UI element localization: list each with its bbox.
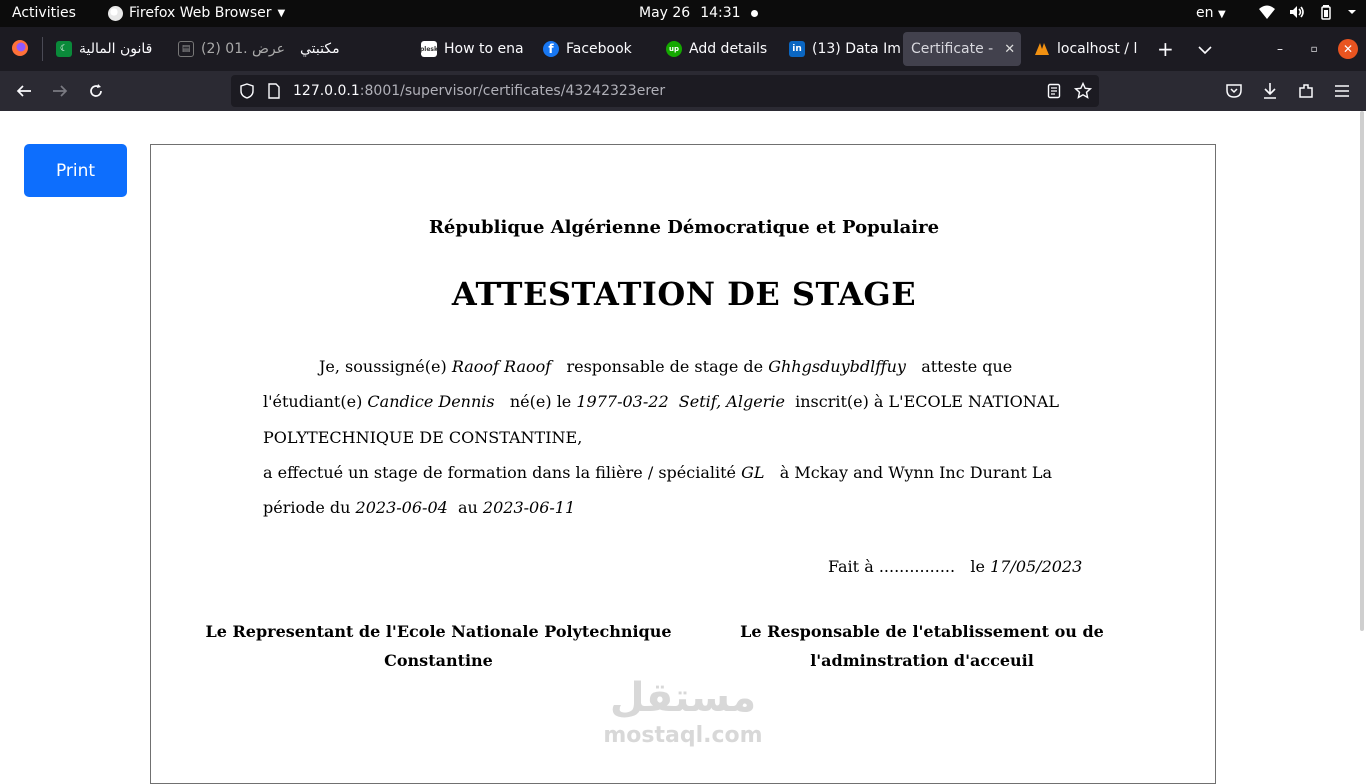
- upwork-icon: up: [666, 41, 682, 57]
- page-info-icon[interactable]: [267, 83, 281, 103]
- mostaql-watermark: مستقل mostaql.com: [603, 675, 763, 748]
- system-tray[interactable]: [1258, 4, 1358, 20]
- fait-line: Fait à ............... le 17/05/2023: [828, 557, 1083, 576]
- tab-label: Facebook: [566, 41, 632, 57]
- end-date: 2023-06-11: [482, 498, 576, 518]
- body-line-5: période du 2023-06-04 au 2023-06-11: [263, 498, 576, 518]
- print-button[interactable]: Print: [24, 144, 127, 197]
- tab-label: How to ena: [444, 41, 524, 57]
- tab-label: (13) Data Im: [812, 41, 901, 57]
- page-scrollbar[interactable]: [1360, 111, 1364, 631]
- language-selector[interactable]: [1196, 5, 1226, 21]
- tab-linkedin[interactable]: [781, 32, 901, 66]
- firefox-view-icon[interactable]: [11, 39, 29, 61]
- caret-down-icon: ▼: [277, 7, 286, 19]
- pocket-icon[interactable]: [1224, 81, 1244, 101]
- phpmyadmin-icon: [1034, 41, 1050, 57]
- tab-label: localhost / l: [1057, 41, 1138, 57]
- document-icon: ▤: [178, 41, 194, 57]
- clock-date: May 26: [639, 5, 691, 21]
- body-line-3: POLYTECHNIQUE DE CONSTANTINE,: [263, 427, 583, 447]
- url-text: [293, 83, 665, 99]
- issue-date: 17/05/2023: [990, 557, 1083, 576]
- back-arrow-icon[interactable]: [14, 81, 34, 101]
- supervisor-name: Raoof Raoof: [451, 357, 552, 376]
- tab-ard[interactable]: [170, 32, 288, 66]
- hamburger-menu-icon[interactable]: [1332, 81, 1352, 101]
- notification-dot-icon: [751, 10, 758, 17]
- tab-label: Certificate -: [911, 41, 994, 57]
- tab-qanun-maliya[interactable]: [48, 32, 162, 66]
- downloads-icon[interactable]: [1260, 81, 1280, 101]
- app-name: Firefox Web Browser: [129, 5, 272, 21]
- signature-school-representative: Le Representant de l'Ecole Nationale Polytechnique Constantine: [205, 622, 672, 670]
- volume-icon: [1288, 4, 1306, 20]
- forward-arrow-icon[interactable]: [50, 81, 70, 101]
- battery-icon: [1318, 4, 1334, 20]
- signature-host-responsible: Le Responsable de l'etablissement ou de l'adminstration d'acceuil: [740, 622, 1104, 670]
- linkedin-icon: in: [789, 41, 805, 57]
- url-bar[interactable]: [231, 75, 1099, 107]
- minimize-window-icon[interactable]: –: [1277, 42, 1283, 56]
- certificate-title: ATTESTATION DE STAGE: [451, 275, 917, 313]
- url-host: 127.0.0.1: [293, 83, 360, 99]
- speciality: GL: [741, 462, 765, 482]
- maximize-window-icon[interactable]: ▫: [1310, 43, 1318, 55]
- tab-label: Add details: [689, 41, 768, 57]
- birth-date: 1977-03-22: [576, 392, 669, 412]
- start-date: 2023-06-04: [355, 498, 448, 518]
- facebook-icon: f: [543, 41, 559, 57]
- power-menu-caret-icon: [1346, 4, 1358, 20]
- reload-icon[interactable]: [86, 81, 106, 101]
- tab-facebook[interactable]: [535, 32, 645, 66]
- algeria-flag-icon: ☾: [56, 41, 72, 57]
- tab-divider: [42, 37, 43, 61]
- firefox-mini-icon: [108, 6, 123, 21]
- company-name: Ghhgsduybdlffuy: [768, 357, 906, 376]
- navigation-bar: [0, 71, 1366, 111]
- student-name: Candice Dennis: [367, 392, 495, 412]
- new-tab-plus-icon[interactable]: +: [1157, 37, 1174, 61]
- tab-localhost[interactable]: [1026, 32, 1140, 66]
- bookmark-star-icon[interactable]: [1074, 82, 1092, 104]
- close-window-icon[interactable]: ✕: [1338, 39, 1358, 59]
- tracking-protection-shield-icon[interactable]: [239, 83, 255, 103]
- plesk-icon: plesk: [421, 41, 437, 57]
- tab-certificate[interactable]: [903, 32, 1021, 66]
- wifi-icon: [1258, 4, 1276, 20]
- clock-time: 14:31: [700, 5, 741, 21]
- tab-maktabati[interactable]: [292, 32, 352, 66]
- tab-label: قانون المالية: [79, 41, 153, 57]
- activities-button[interactable]: Activities: [12, 5, 76, 21]
- tab-label: مكتبتي: [300, 41, 340, 57]
- body-line-4: a effectué un stage de formation dans la filière / spécialité GL à Mckay and Wynn Inc Durant La: [263, 462, 1053, 482]
- reader-view-icon[interactable]: [1047, 83, 1061, 103]
- system-top-bar: [0, 0, 1366, 27]
- language-label: en: [1196, 5, 1214, 21]
- clock[interactable]: [639, 5, 758, 21]
- extensions-icon[interactable]: [1296, 81, 1316, 101]
- close-tab-icon[interactable]: ✕: [1004, 41, 1016, 57]
- body-line-2: l'étudiant(e) Candice Dennis né(e) le 1977-03-22 Setif, Algerie inscrit(e) à L'ECOLE NATIONAL: [263, 392, 1059, 412]
- body-line-1: Je, soussigné(e) Raoof Raoof responsable de stage de Ghhgsduybdlffuy atteste que: [319, 357, 1013, 376]
- app-menu[interactable]: [108, 5, 285, 21]
- birth-place: Setif, Algerie: [678, 392, 785, 412]
- certificate-body: [263, 349, 1113, 525]
- republic-heading: République Algérienne Démocratique et Populaire: [428, 217, 940, 238]
- tab-label: (2) 01. عرض: [201, 41, 286, 57]
- tab-add-details[interactable]: [658, 32, 776, 66]
- url-path: :8001/supervisor/certificates/43242323erer: [359, 83, 666, 99]
- caret-down-icon: ▼: [1217, 9, 1226, 20]
- tab-how-to-enable[interactable]: [413, 32, 525, 66]
- list-all-tabs-chevron-icon[interactable]: [1198, 40, 1212, 59]
- tab-strip: [0, 27, 1366, 71]
